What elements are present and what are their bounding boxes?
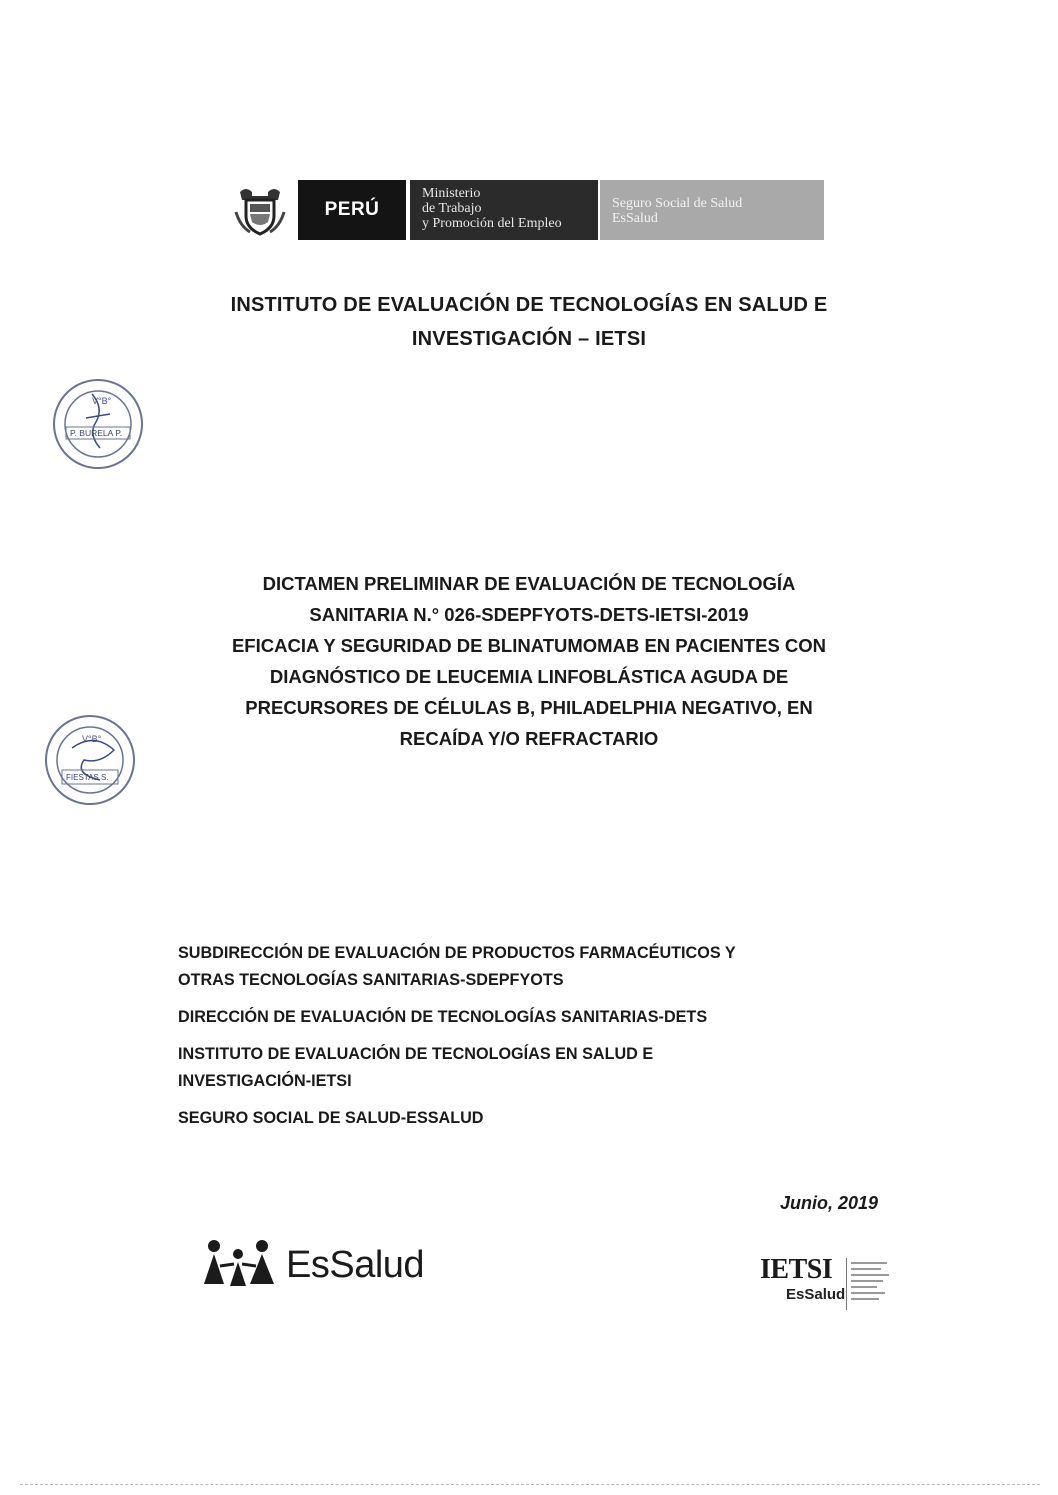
office-entry: DIRECCIÓN DE EVALUACIÓN DE TECNOLOGÍAS SANITARIAS-DETS [178,1008,708,1026]
stamp-vb: V°B° [92,396,112,406]
document-date: Junio, 2019 [779,1193,878,1213]
essalud-wordmark: EsSalud [286,1244,425,1286]
stamp-vb: V°B° [82,734,102,744]
peru-coat-of-arms-icon [232,182,288,238]
ietsi-essalud-label: EsSalud [786,1286,846,1303]
essalud-logo [200,1236,460,1300]
essalud-label: Seguro Social de Salud EsSalud [600,180,824,240]
ministry-label: Ministerio de Trabajo y Promoción del Empleo [410,180,598,240]
peru-label: PERÚ [298,180,406,240]
ietsi-fineprint-graphic [846,1258,897,1310]
family-figures-icon [200,1236,286,1296]
government-header-banner [232,178,824,241]
approval-stamp [44,714,136,806]
office-entry: SEGURO SOCIAL DE SALUD-ESSALUD [178,1109,484,1127]
offices-list [178,940,898,1142]
institute-title: INSTITUTO DE EVALUACIÓN DE TECNOLOGÍAS EN SALUD E INVESTIGACIÓN – IETSI [230,294,828,350]
stamp-name: FIESTAS S. [66,773,109,782]
ietsi-logo [760,1254,900,1318]
dictamen-title: DICTAMEN PRELIMINAR DE EVALUACIÓN DE TECNOLOGÍA SANITARIA N.° 026-SDEPFYOTS-DETS-IETSI-2019 EFICACIA Y SEGURIDAD DE BLINATUMOMAB EN PACIENTES CON DIAGNÓSTICO DE LEUCEMIA LINFOBLÁSTICA AGUDA DE PRECURSORES DE CÉLULAS B, PHILADELPHIA NEGATIVO, EN RECAÍDA Y/O REFRACTARIO [231,573,827,749]
approval-stamp [52,378,144,470]
office-entry: SUBDIRECCIÓN DE EVALUACIÓN DE PRODUCTOS FARMACÉUTICOS Y OTRAS TECNOLOGÍAS SANITARIAS-SDEPFYOTS [178,944,736,989]
office-entry: INSTITUTO DE EVALUACIÓN DE TECNOLOGÍAS EN SALUD E INVESTIGACIÓN-IETSI [178,1045,654,1090]
ietsi-wordmark: IETSI [760,1254,833,1285]
scan-edge-line [20,1484,1040,1486]
stamp-name: P. BURELA P. [70,428,123,438]
